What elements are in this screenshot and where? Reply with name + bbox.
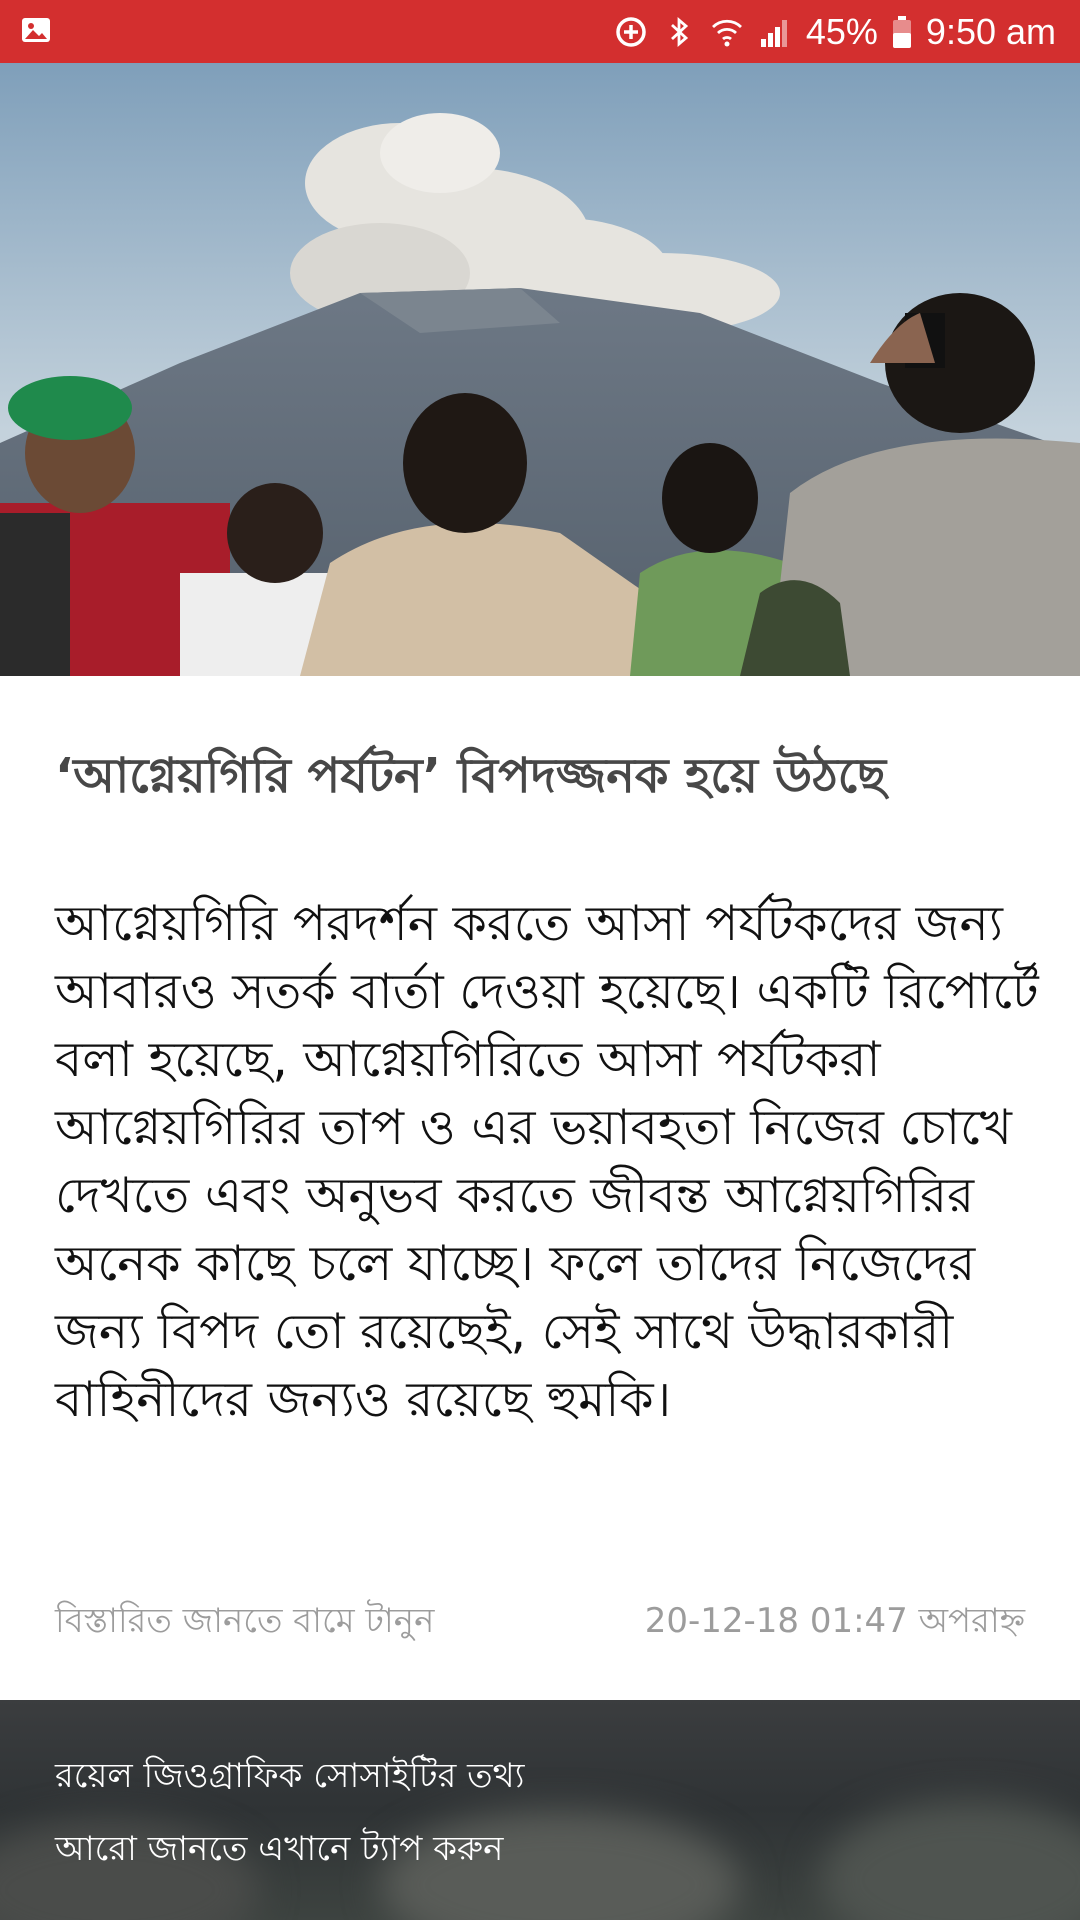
wifi-icon xyxy=(710,15,744,49)
banner-cta-link[interactable]: আরো জানতে এখানে ট্যাপ করুন xyxy=(55,1829,504,1869)
status-bar xyxy=(0,0,1080,63)
article-body: আগ্নেয়গিরি পরদর্শন করতে আসা পর্যটকদের জন্য আবারও সতর্ক বার্তা দেওয়া হয়েছে। একটি রিপোর্টে বলা হয়েছে, আগ্নেয়গিরিতে আসা পর্যটকরা আগ্নেয়গিরির তাপ ও এর ভয়াবহতা নিজের চোখে দেখতে এবং অনুভব করতে জীবন্ত আগ্নেয়গিরির অনেক কাছে চলে যাচ্ছে। ফলে তাদের নিজেদের জন্য বিপদ তো রয়েছেই, সেই সাথে উদ্ধারকারী বাহিনীদের জন্যও রয়েছে হুমকি। xyxy=(55,895,1039,1428)
battery-percent: 45% xyxy=(805,11,878,52)
article-timestamp: 20-12-18 01:47 অপরাহ্ন xyxy=(644,1601,1025,1641)
bluetooth-icon xyxy=(662,15,696,49)
article-meta xyxy=(55,1595,1025,1645)
volcano-photo xyxy=(0,63,1080,676)
article-title: ‘আগ্নেয়গিরি পর্যটন’ বিপদজ্জনক হয়ে উঠছে xyxy=(55,748,887,804)
clock: 9:50 am xyxy=(925,11,1056,52)
banner-bg-shape xyxy=(820,1800,1080,1920)
gallery-icon xyxy=(20,14,52,46)
battery-icon xyxy=(892,15,912,49)
banner-source-text: রয়েল জিওগ্রাফিক সোসাইটির তথ্য xyxy=(55,1756,525,1796)
data-saver-icon xyxy=(614,15,648,49)
article-hero-image xyxy=(0,63,1080,676)
signal-icon xyxy=(758,15,792,49)
swipe-hint: বিস্তারিত জানতে বামে টানুন xyxy=(55,1601,435,1641)
source-banner[interactable] xyxy=(0,1700,1080,1920)
